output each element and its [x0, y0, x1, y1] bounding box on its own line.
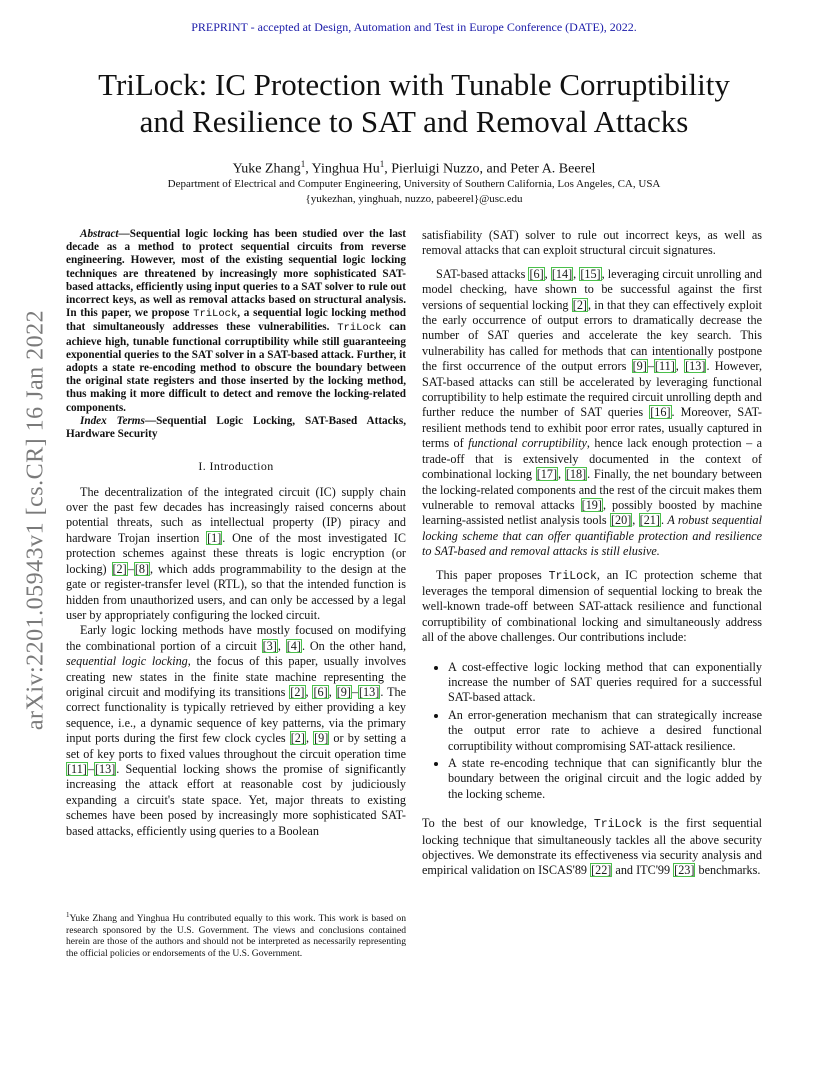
footnote-text: Yuke Zhang and Yinghua Hu contributed equally to this work. This work is based on research sponsored by the U.S. Government. The views and conclusions contained herein are those of the authors and should not be interpreted as necessarily representing the official policies or endorsements of the U.S. Government.	[66, 913, 406, 959]
footnote-marker: 1	[66, 911, 70, 919]
contribution-item: • A cost-effective logic locking method that can exponentially increase the number of SAT queries required for a successful SAT-based attack.	[448, 660, 762, 706]
author-list: Yuke Zhang$^1$, Yinghua Hu$^1$, Pierluigi Nuzzo, and Peter A. Beerel	[232, 159, 596, 177]
citation-link[interactable]: [19]	[581, 497, 602, 512]
right-paragraph-4: To the best of our knowledge, TriLock is the first sequential locking technique that simultaneously tackles all the above security objectives. We demonstrate its effectiveness via security analysis and empirical validation on ISCAS'89 [22] and ITC'99 [23] benchmarks.	[422, 816, 762, 878]
citation-link[interactable]: [9]	[632, 359, 647, 374]
citation-link[interactable]: [2]	[572, 297, 587, 312]
footnote	[66, 910, 406, 960]
index-terms-lead: Index Terms	[80, 414, 145, 427]
trilock-name: TriLock	[193, 308, 238, 321]
citation-link[interactable]: [11]	[67, 761, 87, 776]
citation-link[interactable]: [2]	[290, 684, 305, 699]
arxiv-identifier: arXiv:2201.05943v1 [cs.CR] 16 Jan 2022	[22, 309, 49, 731]
trilock-name: TriLock	[548, 569, 597, 583]
right-paragraph-2: SAT-based attacks [6], [14], [15], leveraging circuit unrolling and model checking, have shown to be successful against the first versions of sequential locking [2], in that they can effectively exploit the early occurrence of output errors to dramatically decrease the number of SAT queries and accelerate the key search. This vulnerability has called for methods that can intentionally postpone the first occurrence of the output errors [9]–[11], [13]. However, SAT-based attacks can still be accelerated by leveraging functional corruptibility to help estimate the required circuit unrolling depth and further reduce the number of SAT queries [16]. Moreover, SAT-resilient methods tend to exhibit poor error rates, usually captured in terms of functional corruptibility, hence lack enough protection – a trade-off that is extensively documented in the context of combinational locking [17], [18]. Finally, the net boundary between the locking-related components and the rest of the circuit makes them vulnerable to removal attacks [19], possibly boosted by machine learning-assisted netlist analysis tools [20], [21]. A robust sequential locking scheme that can offer quantifiable protection and resilience to SAT-based and removal attacks is still elusive.	[422, 266, 763, 559]
title-line-1: TriLock: IC Protection with Tunable Corruptibility	[98, 67, 730, 102]
citation-link[interactable]: [18]	[565, 467, 587, 482]
citation-link[interactable]: [22]	[591, 863, 612, 878]
section-heading-introduction: I. Introduction	[198, 459, 274, 474]
emphasis-text: sequential logic locking	[66, 654, 188, 669]
citation-link[interactable]: [23]	[674, 863, 695, 878]
abstract-text-3: can achieve high, tunable functional corruptibility while still guaranteeing exponential queries to the SAT solver in a SAT-based attack. Further, it adopts a state re-encoding method to obscure the boundary between the original state registers and those inserted by the locking method, thus making it more difficult to detect and remove the locking-related components.	[66, 321, 406, 414]
intro-paragraph-1: The decentralization of the integrated circuit (IC) supply chain over the past few decades has increasingly raised concerns about potential threats, such as intellectual property (IP) piracy and hardware Trojan insertion [1]. One of the most investigated IC protection schemes against these threats is logic encryption (or locking) [2]–[8], which adds programmability to the design at the gate or register-transfer level (RTL), so that the intended function is hidden from unauthorized users, and can only be accessed by a legal user by appropriately configuring the locked circuit.	[66, 484, 406, 622]
citation-link[interactable]: [6]	[529, 266, 544, 281]
author-1: Yuke Zhang	[232, 161, 301, 177]
citation-link[interactable]: [11]	[654, 359, 675, 374]
trilock-name: TriLock	[593, 818, 643, 832]
index-terms-text: —Sequential Logic Locking, SAT-Based Attacks, Hardware Security	[66, 414, 406, 441]
emphasis-text: A robust sequential locking scheme that can offer quantifiable protection and resilience to SAT-based and removal attacks is still elusive.	[422, 513, 762, 559]
citation-link[interactable]: [14]	[551, 266, 573, 281]
citation-link[interactable]: [13]	[685, 359, 706, 374]
citation-link[interactable]: [2]	[112, 561, 127, 576]
affiliation: Department of Electrical and Computer Engineering, University of Southern California, Los Angeles, CA, USA	[167, 178, 661, 190]
emphasis-text: functional corruptibility	[468, 436, 587, 451]
author-2: Yinghua Hu	[311, 161, 380, 177]
citation-link[interactable]: [6]	[313, 684, 328, 699]
contribution-item: • A state re-encoding technique that can significantly blur the boundary between the original circuit and the logic added by the locking scheme.	[448, 756, 762, 802]
author-2-sup: 1	[379, 159, 385, 169]
title-line-2: and Resilience to SAT and Removal Attacks	[139, 104, 689, 139]
right-paragraph-1: satisfiability (SAT) solver to rule out incorrect keys, as well as removal attacks that can exploit structural circuit signatures.	[422, 228, 762, 258]
citation-link[interactable]: [15]	[580, 266, 601, 281]
trilock-name: TriLock	[337, 322, 382, 335]
contributions-list	[422, 660, 762, 803]
right-column	[422, 228, 762, 879]
citation-link[interactable]: [2]	[290, 731, 305, 746]
citation-link[interactable]: [13]	[94, 761, 116, 776]
preprint-header: PREPRINT - accepted at Design, Automation and Test in Europe Conference (DATE), 2022.	[191, 20, 637, 34]
contribution-item: • An error-generation mechanism that can strategically increase the output error rate to achieve a desired functional corruptibility without compromising SAT-attack resilience.	[448, 708, 762, 754]
citation-link[interactable]: [20]	[610, 513, 632, 528]
citation-link[interactable]: [4]	[286, 638, 301, 653]
citation-link[interactable]: [16]	[650, 405, 671, 420]
right-paragraph-3: This paper proposes TriLock, an IC protection scheme that leverages the temporal dimension of sequential locking to break the well-known trade-off between SAT-attack resilience and functional corruptibility of combinational locking and simultaneously address all of the above challenges. Our contributions include:	[422, 567, 763, 645]
abstract	[66, 228, 406, 415]
citation-link[interactable]: [9]	[314, 731, 329, 746]
intro-paragraph-2: Early logic locking methods have mostly focused on modifying the combinational portion of a circuit [3], [4]. On the other hand, sequential logic locking, the focus of this paper, usually involves creating new states in the finite state machine representing the original circuit and modifying its transitions [2], [6], [9]–[13]. The correct functionality is typically retrieved by either providing a key sequence, i.e., a dynamic sequence of key patterns, via the primary input ports during the first few clock cycles [2], [9] or by setting a set of key ports to fixed values throughout the circuit operation time [11]–[13]. Sequential locking shows the promise of significantly increasing the attack effort at reasonable cost by judiciously expanding a circuit's state space. Yet, major threats to existing schemes have been posed by increasingly more sophisticated SAT-based attacks, efficiently using queries to a Boolean	[66, 623, 407, 838]
paper-title	[40, 66, 788, 140]
citation-link[interactable]: [3]	[262, 638, 277, 653]
citation-link[interactable]: [17]	[536, 467, 558, 482]
citation-link[interactable]: [1]	[207, 530, 222, 545]
citation-link[interactable]: [9]	[336, 684, 351, 699]
left-column	[66, 228, 406, 839]
citation-link[interactable]: [21]	[639, 513, 660, 528]
abstract-lead: Abstract	[80, 228, 119, 240]
author-rest: , Pierluigi Nuzzo, and Peter A. Beerel	[384, 161, 596, 177]
index-terms	[66, 415, 406, 441]
abstract-text-2: , a sequential logic locking method that simultaneously addresses these vulnerabilities.	[66, 307, 407, 334]
author-emails: {yukezhan, yinghuah, nuzzo, pabeerel}@usc.edu	[305, 193, 523, 205]
citation-link[interactable]: [8]	[134, 561, 150, 576]
abstract-text-1: —Sequential logic locking has been studied over the last decade as a method to protect sequential circuits from reverse engineering. However, most of the existing sequential logic locking techniques are threatened by increasingly more sophisticated SAT-based attacks, efficiently using input queries to a SAT solver to rule out incorrect keys, as well as removal attacks based on structural analysis. In this paper, we propose	[66, 228, 406, 320]
citation-link[interactable]: [13]	[359, 684, 380, 699]
author-1-sup: 1	[300, 159, 306, 169]
